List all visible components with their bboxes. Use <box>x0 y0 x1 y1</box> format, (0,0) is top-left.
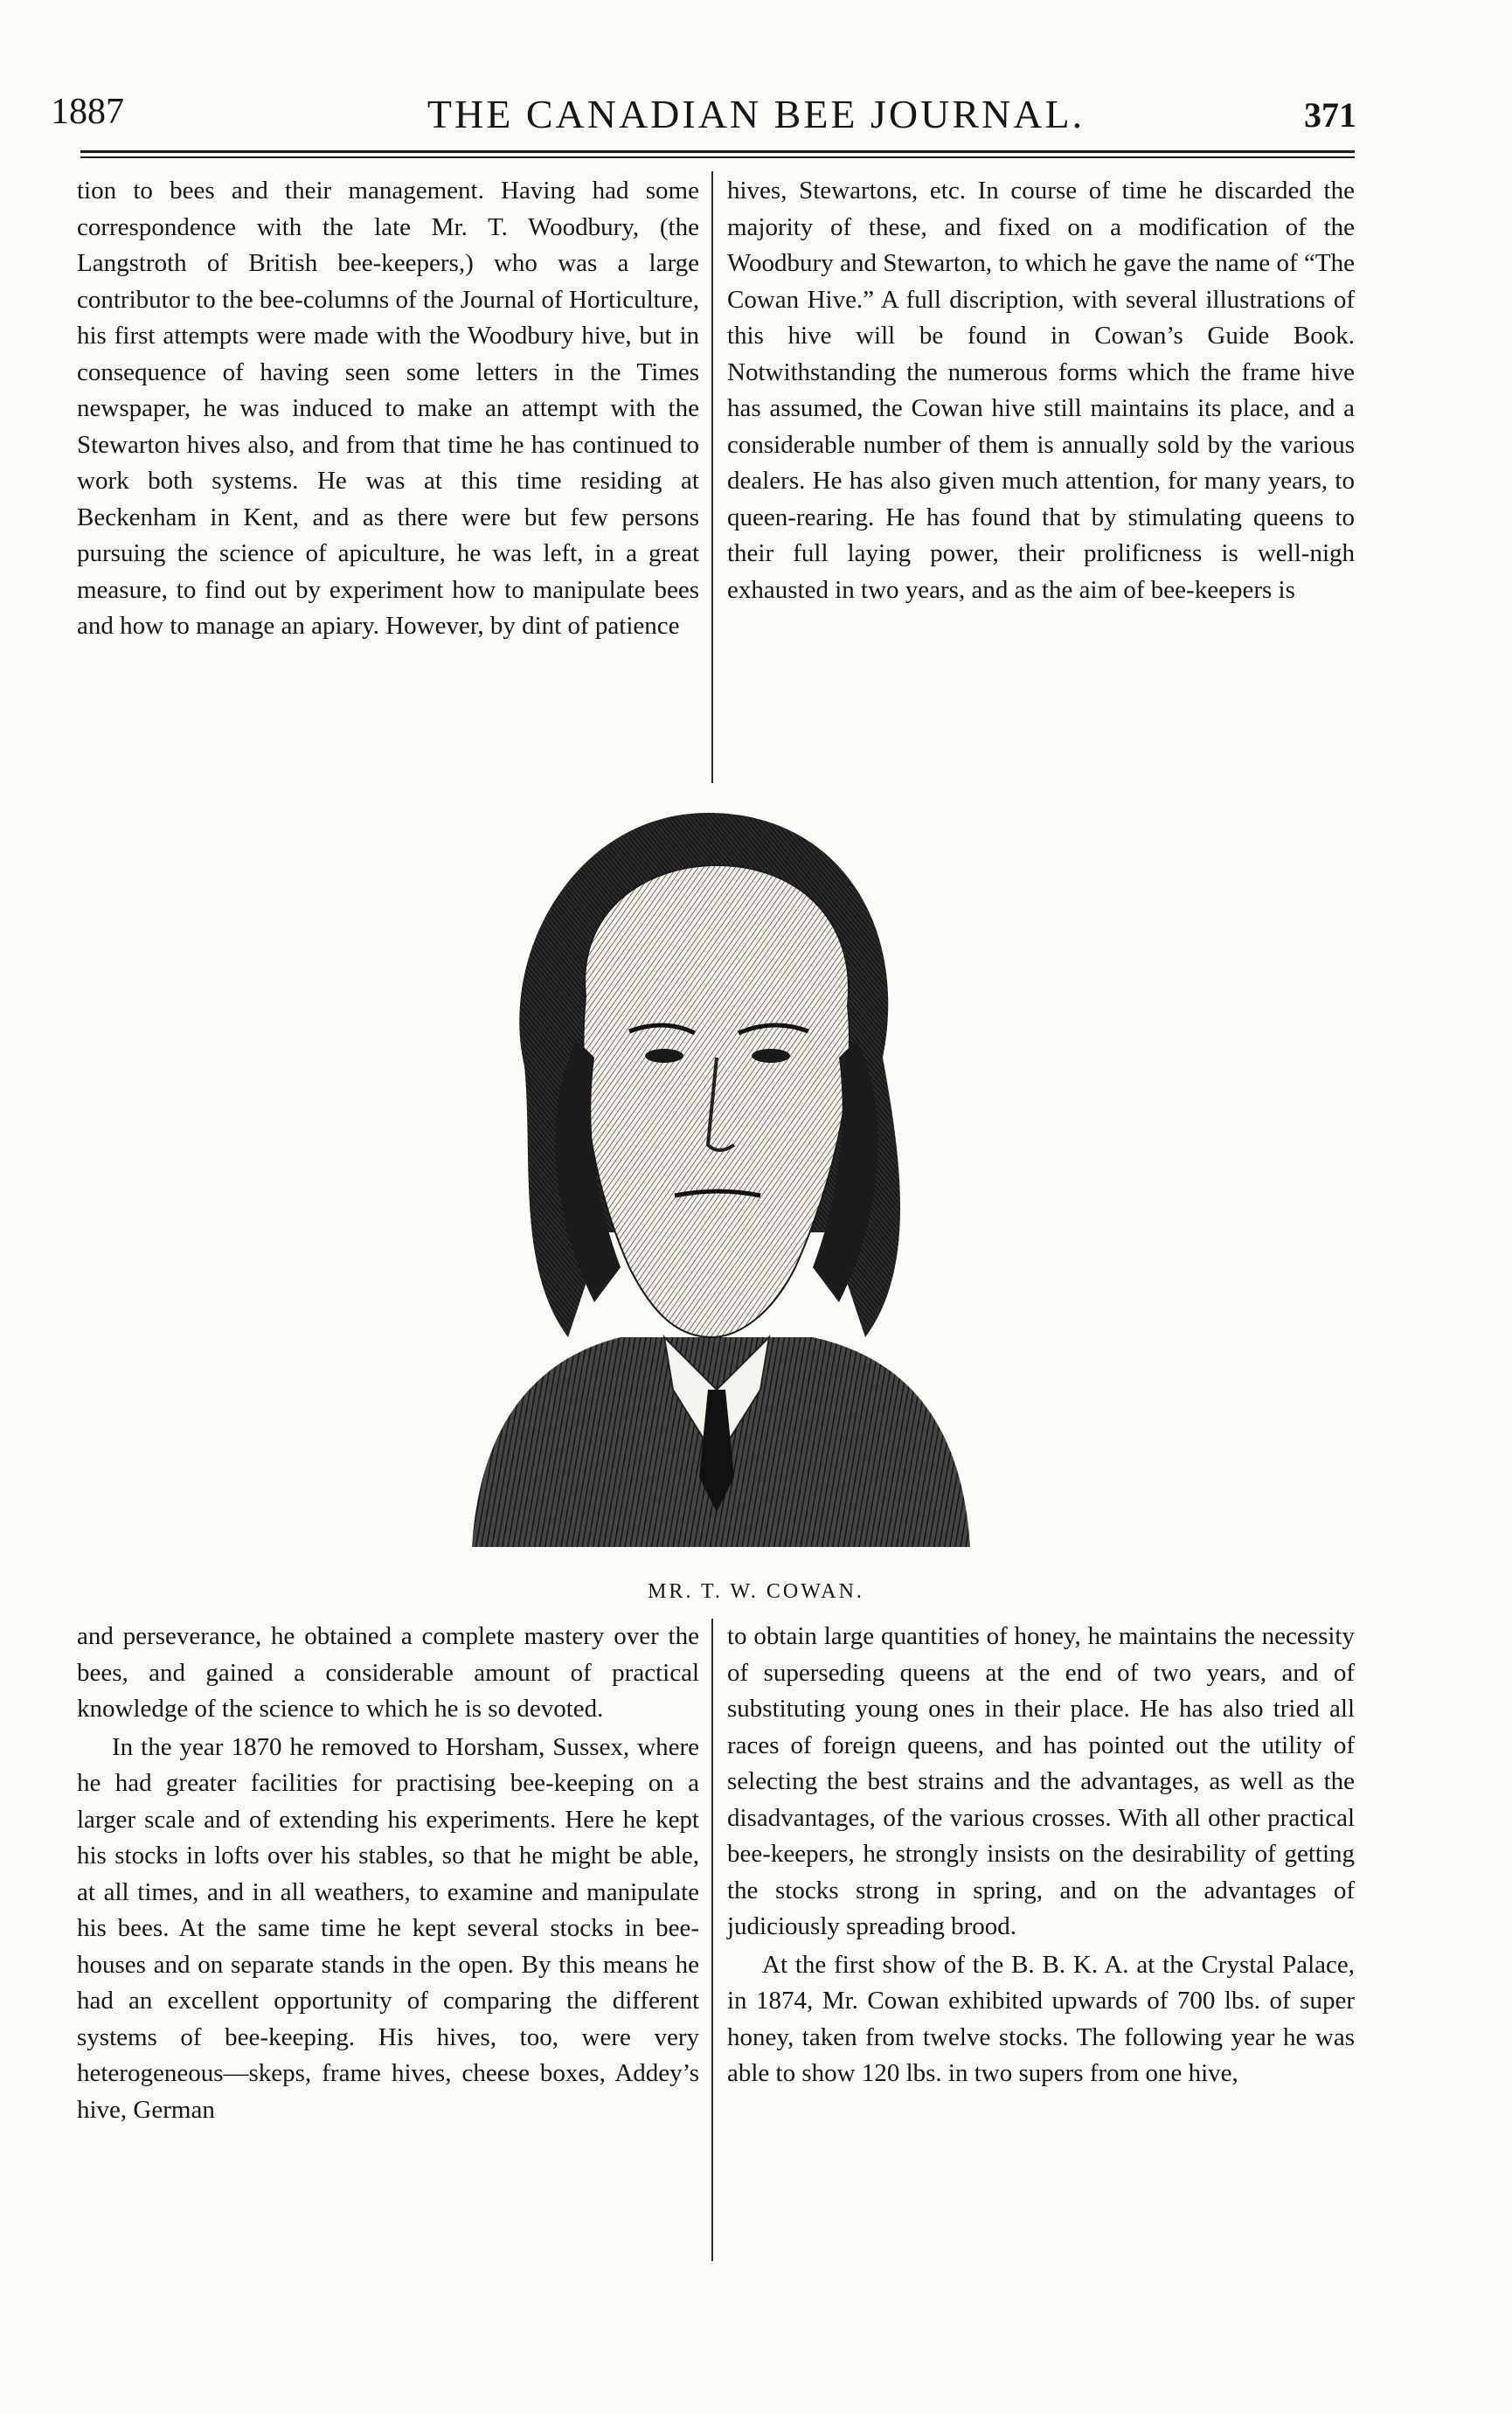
portrait-engraving <box>446 778 988 1564</box>
upper-right-column <box>727 173 1355 608</box>
page-header <box>0 91 1512 143</box>
paragraph: tion to bees and their management. Having had some correspondence with the late Mr. T. Woodbury, (the Langstroth of British bee-keepers,) who was a large contributor to the bee-columns of the Journal of Horticulture, his first attempts were made with the Woodbury hive, but in consequence of having seen some letters in the Times newspaper, he was induced to make an attempt with the Stewarton hives also, and from that time he has continued to work both systems. He was at this time residing at Beckenham in Kent, and as there were but few persons pursuing the science of apiculture, he was left, in a great measure, to find out by experiment how to manipulate bees and how to manage an apiary. However, by dint of patience <box>77 177 699 640</box>
column-divider <box>711 171 713 783</box>
portrait-caption: MR. T. W. COWAN. <box>648 1580 864 1603</box>
paragraph: In the year 1870 he removed to Horsham, Sussex, where he had greater facilities for practising bee-keeping on a larger scale and of extending his experiments. Here he kept his stocks in lofts over his stables, so that he might be able, at all times, and in all weathers, to examine and manipulate his bees. At the same time he kept several stocks in bee-houses and on separate stands in the open. By this means he had an excellent opportunity of comparing the different systems of bee-keeping. His hives, too, were very heterogeneous—skeps, frame hives, cheese boxes, Addey’s hive, German <box>77 1732 699 2124</box>
journal-title: THE CANADIAN BEE JOURNAL. <box>427 92 1085 136</box>
lower-left-column <box>77 1619 699 2128</box>
paragraph: to obtain large quantities of honey, he maintains the necessity of superseding queens at the end of two years, and of substituting young ones in their place. He has also tried all races of foreign queens, and has pointed out the utility of selecting the best strains and the advantages, as well as the disadvantages, of the various crosses. With all other practical bee-keepers, he strongly insists on the desirability of getting the stocks strong in spring, and on the advantages of judiciously spreading brood. <box>727 1622 1355 1940</box>
paragraph: and perseverance, he obtained a complete mastery over the bees, and gained a considerable amount of practical knowledge of the science to which he is so devoted. <box>77 1622 699 1723</box>
page-number: 371 <box>1304 95 1356 135</box>
paragraph: At the first show of the B. B. K. A. at the Crystal Palace, in 1874, Mr. Cowan exhibited upwards of 700 lbs. of super honey, taken from twelve stocks. The following year he was able to show 120 lbs. in two supers from one hive, <box>727 1950 1355 2087</box>
header-year: 1887 <box>51 92 124 132</box>
paragraph: hives, Stewartons, etc. In course of time he discarded the majority of these, and fixed on a modification of the Woodbury and Stewarton, to which he gave the name of “The Cowan Hive.” A full discription, with several illustrations of this hive will be found in Cowan’s Guide Book. Notwithstanding the numerous forms which the frame hive has assumed, the Cowan hive still maintains its place, and a considerable number of them is annually sold by the various dealers. He has also given much attention, for many years, to queen-rearing. He has found that by stimulating queens to their full laying power, their prolificness is well-nigh exhausted in two years, and as the aim of bee-keepers is <box>727 177 1355 604</box>
header-rule-thin <box>80 156 1355 158</box>
header-rule <box>80 150 1355 153</box>
lower-right-column <box>727 1619 1355 2092</box>
upper-left-column <box>77 173 699 645</box>
column-divider <box>711 1619 713 2261</box>
